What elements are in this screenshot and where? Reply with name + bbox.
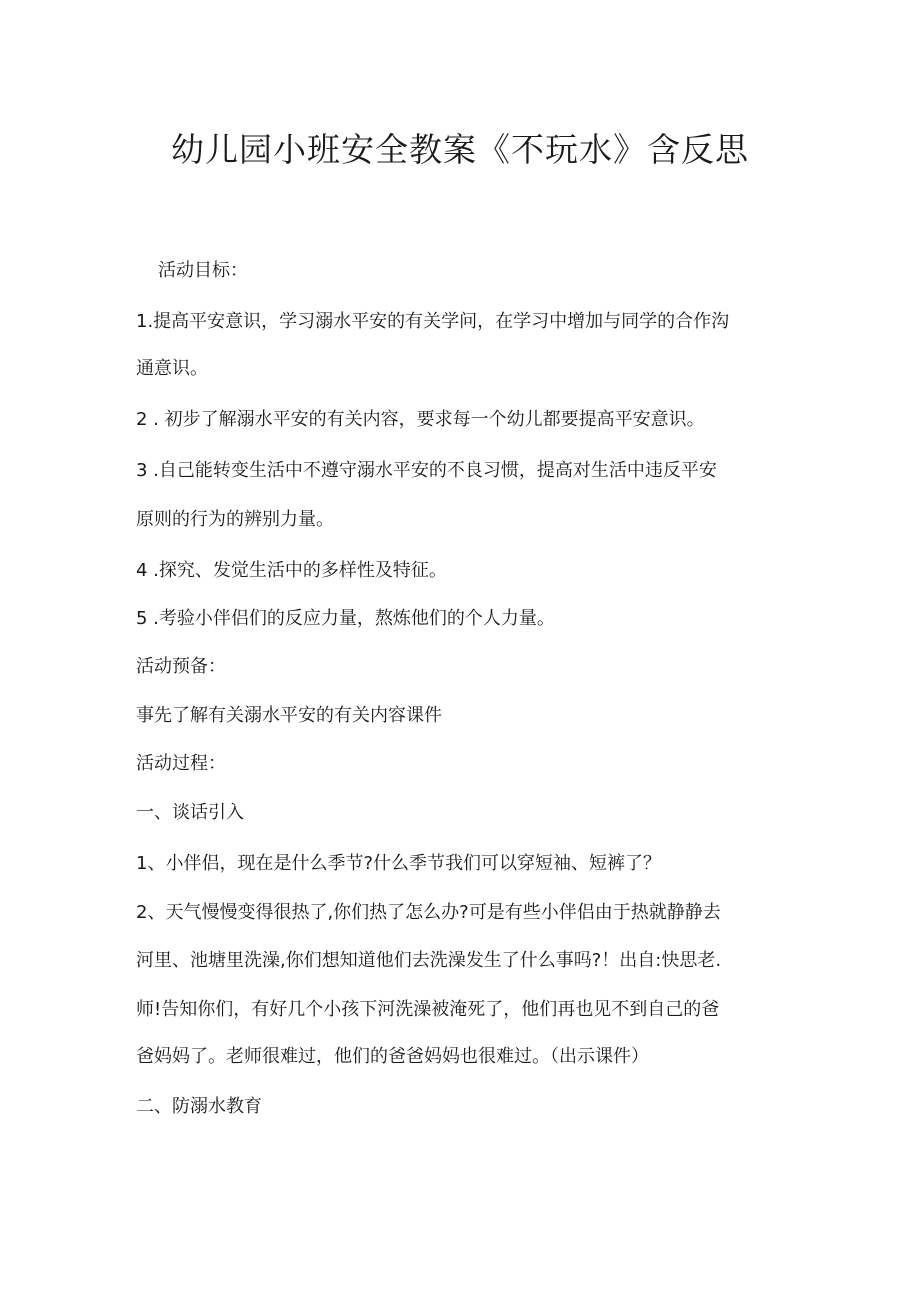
document-title: 幼儿园小班安全教案《不玩水》含反思 — [171, 130, 749, 169]
step-heading-intro: 一、谈话引入 — [136, 802, 244, 823]
goal-1-line-2: 通意识。 — [136, 358, 208, 379]
intro-item-2-line-1: 2、天气慢慢变得很热了,你们热了怎么办?可是有些小伴侣由于热就静静去 — [136, 902, 721, 923]
intro-item-2-line-4: 爸妈妈了。老师很难过，他们的爸爸妈妈也很难过。（出示课件） — [136, 1046, 649, 1067]
goal-3-line-2: 原则的行为的辨别力量。 — [136, 509, 334, 530]
intro-item-2-line-2: 河里、池塘里洗澡,你们想知道他们去洗澡发生了什么事吗?！出自:快思老. — [136, 950, 722, 971]
intro-item-2-line-3: 师!告知你们，有好几个小孩下河洗澡被淹死了，他们再也见不到自己的爸 — [136, 999, 720, 1020]
section-heading-process: 活动过程： — [136, 753, 226, 774]
section-heading-preparation: 活动预备： — [136, 656, 226, 677]
preparation-text: 事先了解有关溺水平安的有关内容课件 — [136, 705, 442, 726]
intro-item-1: 1、小伴侣，现在是什么季节?什么季节我们可以穿短袖、短裤了？ — [136, 853, 662, 874]
goal-1-line-1: 1.提高平安意识，学习溺水平安的有关学问，在学习中增加与同学的合作沟 — [136, 311, 730, 332]
goal-4: 4 .探究、发觉生活中的多样性及特征。 — [136, 560, 447, 581]
section-heading-goals: 活动目标： — [158, 260, 248, 281]
goal-5: 5 .考验小伴侣们的反应力量，熬炼他们的个人力量。 — [136, 608, 555, 629]
step-heading-education: 二、防溺水教育 — [136, 1096, 262, 1117]
goal-3-line-1: 3 .自己能转变生活中不遵守溺水平安的不良习惯，提高对生活中违反平安 — [136, 460, 717, 481]
goal-2: 2 . 初步了解溺水平安的有关内容，要求每一个幼儿都要提高平安意识。 — [136, 409, 705, 430]
